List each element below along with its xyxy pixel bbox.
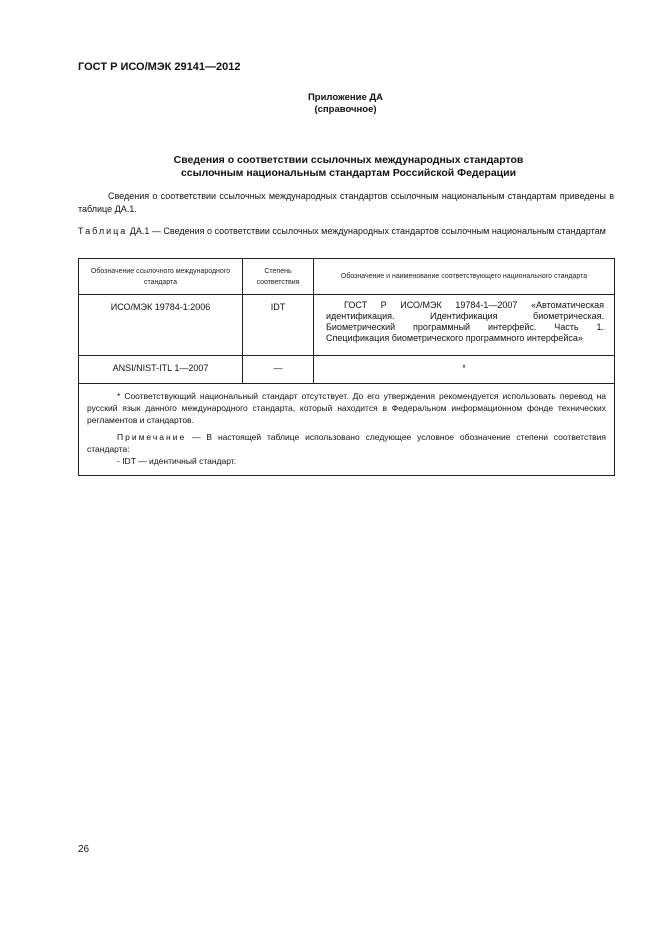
appendix-block <box>0 92 661 116</box>
correspondence-table <box>78 258 615 476</box>
appendix-title: Приложение ДА <box>307 92 384 103</box>
cell-national-standard: * <box>314 356 615 384</box>
table-footer <box>79 384 615 476</box>
table-caption <box>78 225 614 238</box>
document-header: ГОСТ Р ИСО/МЭК 29141—2012 <box>78 61 241 73</box>
header-intl-standard: Обозначение ссылочного международного стандарта <box>79 259 243 295</box>
note-text: — В настоящей таблице использовано следующее условное обозначение степени соответствия стандарта: <box>87 432 606 454</box>
cell-intl-standard: ANSI/NIST-ITL 1—2007 <box>79 356 243 384</box>
table-row <box>79 295 615 356</box>
cell-national-standard: ГОСТ Р ИСО/МЭК 19784-1—2007 «Автоматическая идентификация. Идентификация биометрическая. Биометрический программный интерфейс. Часть 1. Спецификация биометрического программного интерфейса» <box>314 295 615 356</box>
cell-degree: IDT <box>243 295 314 356</box>
appendix-subtitle: (справочное) <box>314 104 377 115</box>
section-heading-line1: Сведения о соответствии ссылочных международных стандартов <box>173 154 524 166</box>
section-heading-line2: ссылочным национальным стандартам Российской Федерации <box>180 167 517 179</box>
table-footer-row <box>79 384 615 476</box>
table-caption-text: ДА.1 — Сведения о соответствии ссылочных международных стандартов ссылочным национальным стандартам <box>127 226 606 236</box>
note-label: Примечание <box>117 432 187 442</box>
table-caption-prefix: Таблица <box>78 226 128 236</box>
intro-paragraph: Сведения о соответствии ссылочных международных стандартов ссылочным национальным стандартам приведены в таблице ДА.1. <box>78 191 614 214</box>
table-header-row <box>79 259 615 295</box>
cell-degree: — <box>243 356 314 384</box>
header-degree: Степень соответствия <box>243 259 314 295</box>
page-number: 26 <box>78 844 90 855</box>
header-national-standard: Обозначение и наименование соответствующего национального стандарта <box>314 259 615 295</box>
note-item: - IDT — идентичный стандарт. <box>117 456 237 466</box>
section-heading <box>0 154 661 180</box>
table-row <box>79 356 615 384</box>
table-footnote: * Соответствующий национальный стандарт отсутствует. До его утверждения рекомендуется использовать перевод на русский язык данного международного стандарта, который находится в Федеральном информационном фонде технических регламентов и стандартов. <box>87 391 606 425</box>
table-note <box>87 431 606 455</box>
cell-intl-standard: ИСО/МЭК 19784-1:2006 <box>79 295 243 356</box>
